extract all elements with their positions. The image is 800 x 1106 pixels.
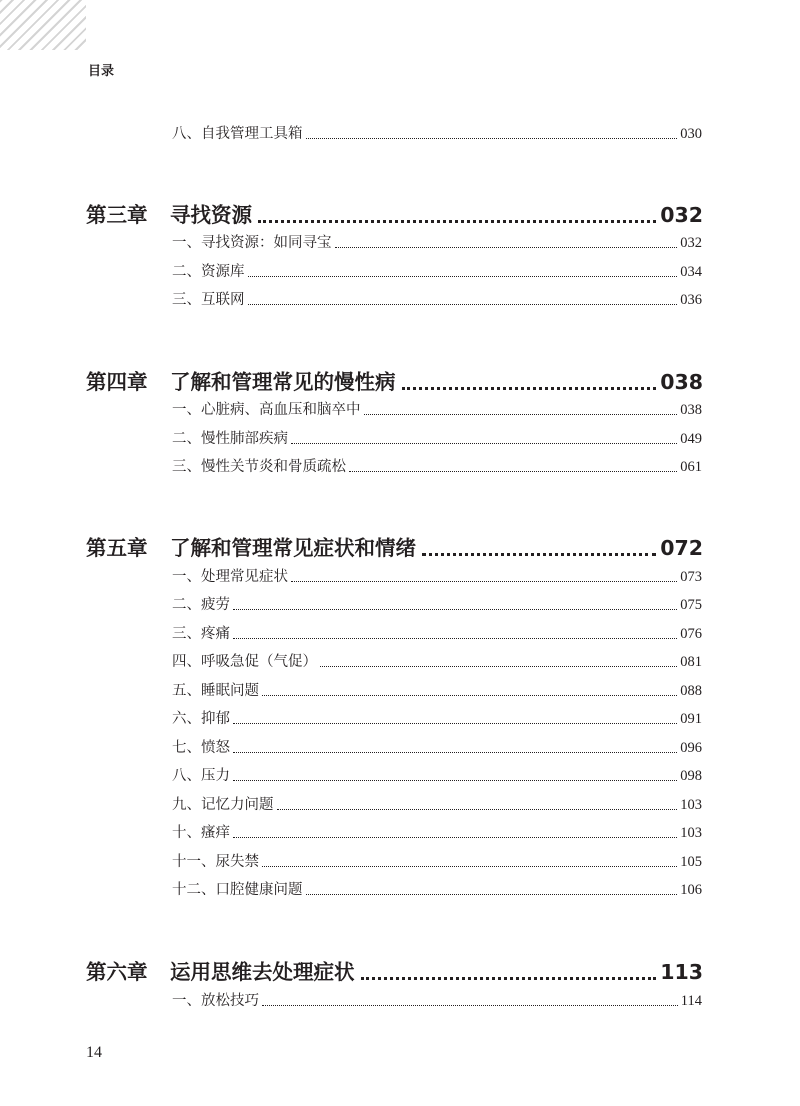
page-ref: 105 [680, 854, 702, 870]
chapter-label: 第三章 [86, 203, 148, 227]
toc-entry[interactable] [172, 763, 702, 785]
page-ref: 098 [680, 768, 702, 784]
dot-leader [402, 387, 657, 390]
dot-leader [233, 609, 677, 610]
page-ref: 096 [680, 740, 702, 756]
entry-title: 一、心脏病、高血压和脑卒中 [172, 402, 361, 418]
toc-entry[interactable] [172, 454, 702, 476]
page-ref: 103 [680, 825, 702, 841]
entry-title: 一、寻找资源：如同寻宝 [172, 235, 332, 251]
page-ref: 114 [680, 993, 702, 1009]
page-ref: 106 [680, 882, 702, 898]
entry-title: 三、慢性关节炎和骨质疏松 [172, 459, 346, 475]
page-ref: 032 [680, 235, 702, 251]
entry-title: 七、愤怒 [172, 740, 230, 756]
page-ref: 113 [660, 960, 703, 984]
running-head: 目录 [88, 64, 115, 79]
entry-title: 九、记忆力问题 [172, 797, 274, 813]
toc-entry[interactable] [172, 287, 702, 309]
page-ref: 032 [660, 203, 703, 227]
dot-leader [233, 780, 677, 781]
toc-entry[interactable] [172, 877, 702, 899]
toc-entry[interactable] [172, 230, 702, 252]
page-ref: 073 [680, 569, 702, 585]
dot-leader [262, 866, 677, 867]
page-ref: 049 [680, 431, 702, 447]
corner-stripe-decoration [0, 0, 86, 50]
entry-title: 一、放松技巧 [172, 993, 259, 1009]
toc-entry[interactable] [172, 592, 702, 614]
entry-title: 十、瘙痒 [172, 825, 230, 841]
entry-title: 二、资源库 [172, 264, 245, 280]
dot-leader [233, 638, 677, 639]
entry-title: 十一、尿失禁 [172, 854, 259, 870]
page-ref: 038 [680, 402, 702, 418]
dot-leader [248, 276, 678, 277]
page-ref: 038 [660, 370, 703, 394]
toc-entry[interactable] [172, 792, 702, 814]
entry-title: 四、呼吸急促（气促） [172, 654, 317, 670]
toc-entry[interactable] [172, 706, 702, 728]
toc-chapter-heading[interactable] [86, 198, 703, 228]
toc-entry[interactable] [172, 121, 702, 143]
page-ref: 088 [680, 683, 702, 699]
dot-leader [335, 247, 678, 248]
dot-leader [306, 138, 678, 139]
dot-leader [233, 837, 677, 838]
dot-leader [233, 752, 677, 753]
dot-leader [291, 443, 677, 444]
page-ref: 076 [680, 626, 702, 642]
page-ref: 075 [680, 597, 702, 613]
toc-entry[interactable] [172, 397, 702, 419]
dot-leader [364, 414, 678, 415]
toc-entry[interactable] [172, 849, 702, 871]
chapter-title: 了解和管理常见症状和情绪 [170, 536, 416, 560]
dot-leader [306, 894, 678, 895]
toc-chapter-heading[interactable] [86, 365, 703, 395]
toc-entry[interactable] [172, 820, 702, 842]
toc-entry[interactable] [172, 678, 702, 700]
entry-title: 五、睡眠问题 [172, 683, 259, 699]
toc-entry[interactable] [172, 564, 702, 586]
dot-leader [422, 553, 656, 556]
chapter-title: 了解和管理常见的慢性病 [170, 370, 396, 394]
dot-leader [248, 304, 678, 305]
entry-title: 三、疼痛 [172, 626, 230, 642]
entry-title: 八、压力 [172, 768, 230, 784]
dot-leader [233, 723, 677, 724]
chapter-label: 第四章 [86, 370, 148, 394]
toc-entry[interactable] [172, 649, 702, 671]
toc-entry[interactable] [172, 988, 702, 1010]
toc-chapter-heading[interactable] [86, 531, 703, 561]
page-ref: 072 [660, 536, 703, 560]
chapter-label: 第五章 [86, 536, 148, 560]
chapter-label: 第六章 [86, 960, 148, 984]
toc-entry[interactable] [172, 259, 702, 281]
entry-title: 二、疲劳 [172, 597, 230, 613]
page-ref: 081 [680, 654, 702, 670]
entry-title: 八、自我管理工具箱 [172, 126, 303, 142]
entry-title: 一、处理常见症状 [172, 569, 288, 585]
page-number: 14 [86, 1044, 102, 1061]
dot-leader [262, 1005, 678, 1006]
dot-leader [349, 471, 677, 472]
page-ref: 091 [680, 711, 702, 727]
dot-leader [258, 220, 656, 223]
dot-leader [262, 695, 677, 696]
entry-title: 二、慢性肺部疾病 [172, 431, 288, 447]
page-ref: 061 [680, 459, 702, 475]
entry-title: 三、互联网 [172, 292, 245, 308]
page-ref: 103 [680, 797, 702, 813]
toc-entry[interactable] [172, 621, 702, 643]
entry-title: 十二、口腔健康问题 [172, 882, 303, 898]
page-ref: 034 [680, 264, 702, 280]
page-ref: 030 [680, 126, 702, 142]
toc-chapter-heading[interactable] [86, 955, 703, 985]
entry-title: 六、抑郁 [172, 711, 230, 727]
dot-leader [320, 666, 677, 667]
page-ref: 036 [680, 292, 702, 308]
toc-entry[interactable] [172, 426, 702, 448]
dot-leader [361, 977, 657, 980]
toc-entry[interactable] [172, 735, 702, 757]
chapter-title: 运用思维去处理症状 [170, 960, 355, 984]
chapter-title: 寻找资源 [170, 203, 252, 227]
dot-leader [277, 809, 678, 810]
dot-leader [291, 581, 677, 582]
